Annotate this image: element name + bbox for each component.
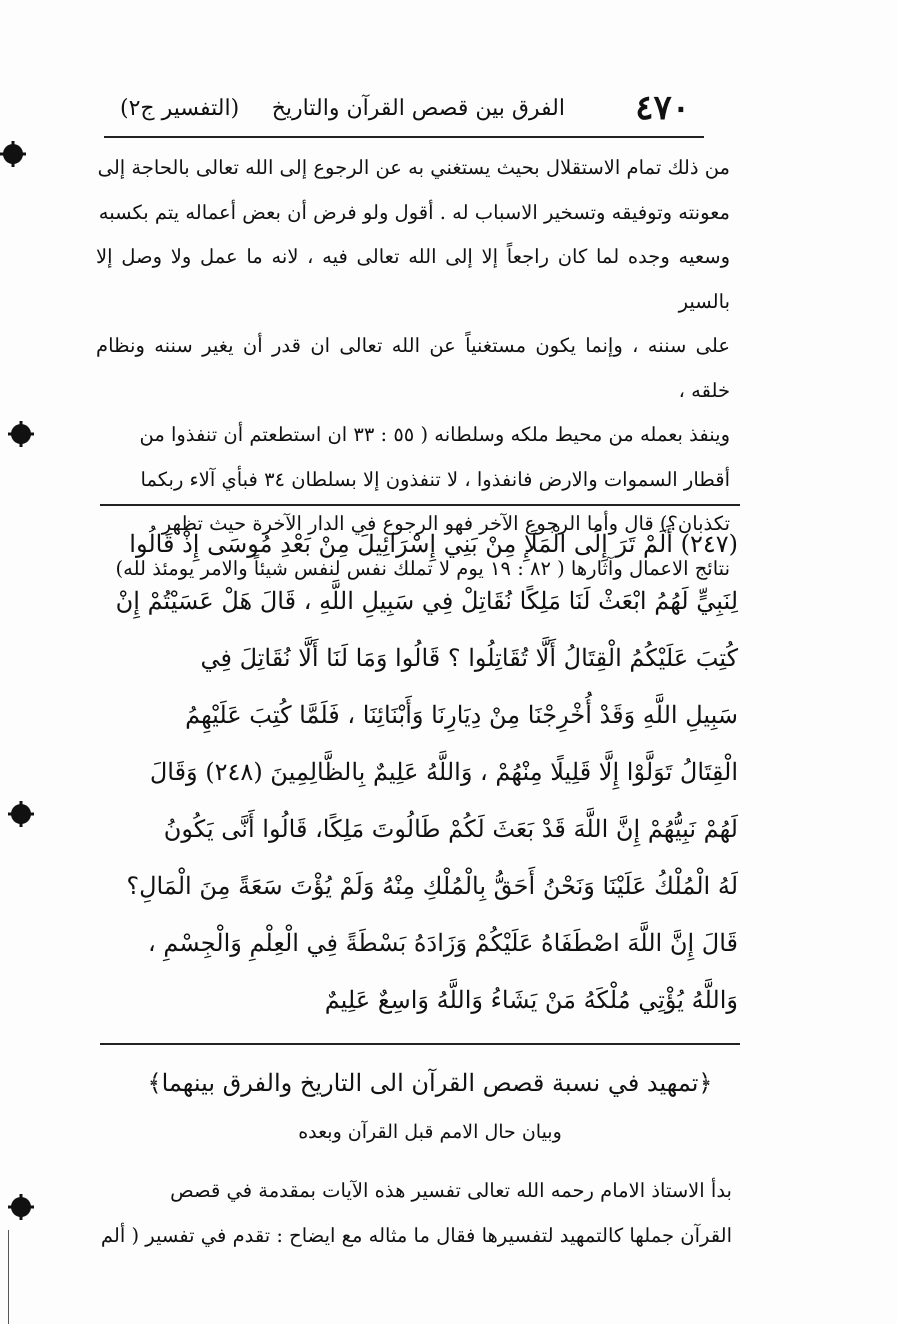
intro-text bbox=[96, 1168, 732, 1258]
header-rule bbox=[104, 136, 704, 138]
section-subheading: وبيان حال الامم قبل القرآن وبعده bbox=[298, 1121, 562, 1143]
section-heading-block bbox=[120, 1058, 740, 1156]
verse-line: لِنَبِيٍّ لَهُمُ ابْعَثْ لَنَا مَلِكًا نُقَاتِلْ فِي سَبِيلِ اللَّهِ ، قَالَ هَلْ عَسَيْتُمْ إِنْ bbox=[115, 587, 738, 615]
quran-verses bbox=[96, 516, 738, 1029]
commentary-line: وسعيه وجده لما كان راجعاً إلا إلى الله تعالى فيه ، لانه ما عمل ولا وصل إلا بالسير bbox=[96, 245, 730, 313]
verse-line: كُتِبَ عَلَيْكُمُ الْقِتَالُ أَلَّا تُقَاتِلُوا ؟ قَالُوا وَمَا لَنَا أَلَّا نُقَاتِلَ فِي bbox=[200, 644, 738, 672]
commentary-line: أقطار السموات والارض فانفذوا ، لا تنفذون إلا بسلطان ٣٤ فبأي آلاء ربكما bbox=[140, 467, 730, 491]
verse-line: لَهُ الْمُلْكُ عَلَيْنَا وَنَحْنُ أَحَقُّ بِالْمُلْكِ مِنْهُ وَلَمْ يُؤْتَ سَعَةً مِنَ الْمَالِ؟ bbox=[126, 872, 738, 900]
commentary-line: نتائج الاعمال وآثارها ( ٨٢ : ١٩ يوم لا تملك نفس لنفس شيئاً والامر يومئذ لله) bbox=[115, 556, 730, 580]
page-number: ٤٧٠ bbox=[635, 88, 690, 128]
verse-line: سَبِيلِ اللَّهِ وَقَدْ أُخْرِجْنَا مِنْ دِيَارِنَا وَأَبْنَائِنَا ، فَلَمَّا كُتِبَ عَلَيْهِمُ bbox=[185, 701, 738, 729]
verse-line: قَالَ إِنَّ اللَّهَ اصْطَفَاهُ عَلَيْكُمْ وَزَادَهُ بَسْطَةً فِي الْعِلْمِ وَالْجِسْمِ ، bbox=[148, 929, 738, 957]
section-label: (التفسير ج٢) bbox=[120, 96, 240, 121]
binding-hole-icon bbox=[4, 145, 22, 163]
page-edge-line bbox=[8, 1230, 9, 1324]
section-heading: ﴿تمهيد في نسبة قصص القرآن الى التاريخ والفرق بينهما﴾ bbox=[147, 1069, 713, 1097]
verse-line: وَاللَّهُ يُؤْتِي مُلْكَهُ مَنْ يَشَاءُ وَاللَّهُ وَاسِعٌ عَلِيمٌ bbox=[324, 986, 738, 1014]
intro-line: بدأ الاستاذ الامام رحمه الله تعالى تفسير هذه الآيات بمقدمة في قصص bbox=[170, 1179, 732, 1202]
separator-rule bbox=[100, 504, 740, 506]
binding-hole-icon bbox=[12, 805, 30, 823]
commentary-line: وينفذ بعمله من محيط ملكه وسلطانه ( ٥٥ : ٣٣ ان استطعتم أن تنفذوا من bbox=[139, 423, 730, 446]
intro-line: القرآن جملها كالتمهيد لتفسيرها فقال ما مثاله مع ايضاح : تقدم في تفسير ( ألم bbox=[100, 1224, 732, 1247]
binding-hole-icon bbox=[12, 1198, 30, 1216]
page-header bbox=[110, 88, 690, 132]
commentary-line: معونته وتوفيقه وتسخير الاسباب له . أقول ولو فرض أن بعض أعماله يتم بكسبه bbox=[98, 200, 730, 224]
running-title: الفرق بين قصص القرآن والتاريخ bbox=[271, 96, 565, 121]
verse-line: (٢٤٧) أَلَمْ تَرَ إِلَى الْمَلَإِ مِنْ بَنِي إِسْرَائِيلَ مِنْ بَعْدِ مُوسَى إِذْ قَالُوا bbox=[129, 530, 738, 558]
verse-line: لَهُمْ نَبِيُّهُمْ إِنَّ اللَّهَ قَدْ بَعَثَ لَكُمْ طَالُوتَ مَلِكًا، قَالُوا أَنَّى يَكُونُ bbox=[163, 815, 738, 843]
commentary-line: من ذلك تمام الاستقلال بحيث يستغني به عن الرجوع إلى الله تعالى بالحاجة إلى bbox=[97, 156, 730, 179]
commentary-line: تكذبان؟) قال وأما الرجوع الآخر فهو الرجوع في الدار الآخرة حيث تظهر bbox=[161, 512, 730, 535]
verse-line: الْقِتَالُ تَوَلَّوْا إِلَّا قَلِيلًا مِنْهُمْ ، وَاللَّهُ عَلِيمٌ بِالظَّالِمِينَ (٢٤٨) وَقَالَ bbox=[149, 758, 738, 786]
separator-rule bbox=[100, 1043, 740, 1045]
commentary-line: على سننه ، وإنما يكون مستغنياً عن الله تعالى ان قدر أن يغير سننه ونظام خلقه ، bbox=[96, 334, 730, 402]
binding-hole-icon bbox=[12, 425, 30, 443]
